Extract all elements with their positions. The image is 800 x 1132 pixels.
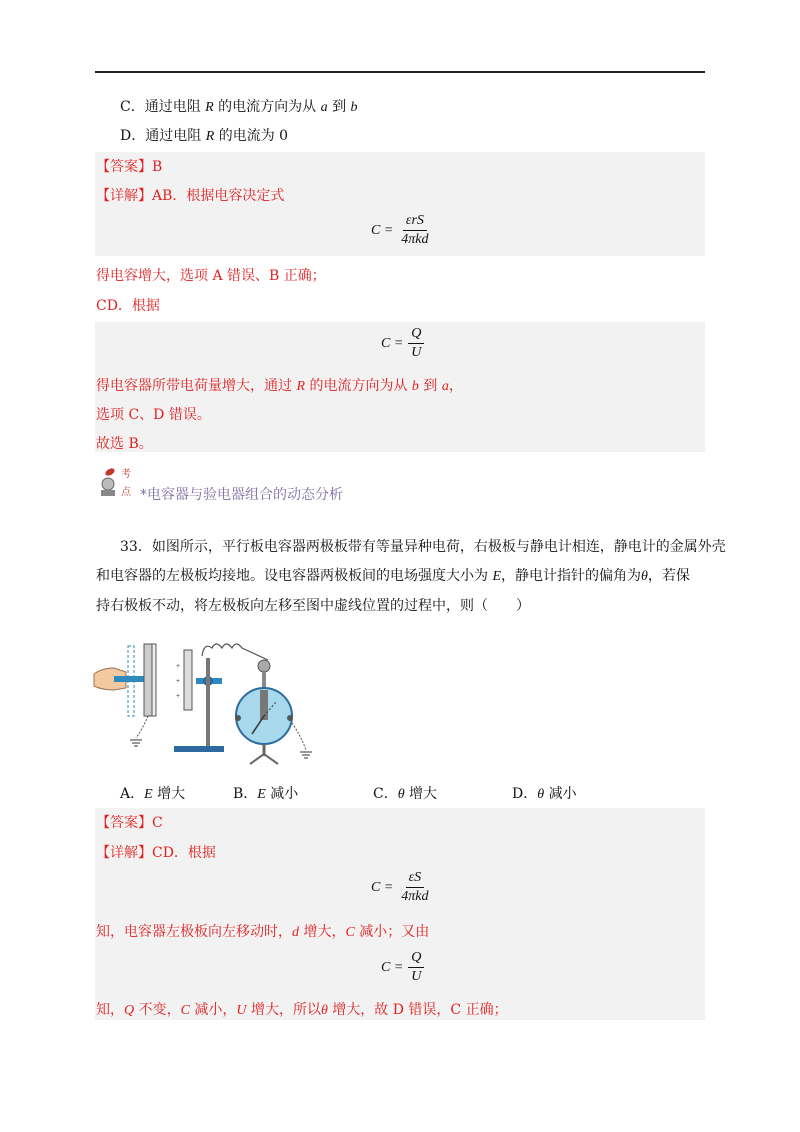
option-d-prev: D．通过电阻 R 的电流为 0 xyxy=(120,128,289,144)
q33-line1: 33．如图所示，平行板电容器两极板带有等量异种电荷，右极板与静电计相连，静电计的金属外壳 xyxy=(120,539,726,555)
left-plate xyxy=(144,644,152,716)
capacitor-electrometer-figure xyxy=(92,638,342,766)
answer2-shade xyxy=(95,808,705,1020)
answer1-detail-label: 【详解】AB．根据电容决定式 xyxy=(96,188,285,204)
answer1-line1: 得电容增大，选项 A 错误、B 正确； xyxy=(96,268,326,284)
answer1-line5: 故选 B。 xyxy=(96,436,153,452)
kaodian-icon xyxy=(95,464,145,504)
q33-option-b[interactable]: B．E 减小 xyxy=(233,786,299,802)
answer2-label: 【答案】C xyxy=(96,815,163,831)
answer1-formula2: C = $\frac{Q}{U}$ xyxy=(381,326,424,361)
answer2-line2: 知，Q 不变，C 减小，U 增大，所以θ 增大，故 D 错误，C 正确； xyxy=(96,1002,508,1018)
answer2-line1: 知，电容器左极板向左移动时，d 增大，C 减小；又由 xyxy=(96,924,430,940)
stand-base xyxy=(174,746,224,752)
q33-option-d[interactable]: D．θ 减小 xyxy=(512,786,577,802)
q33-line2: 和电容器的左极板均接地。设电容器两极板间的电场强度大小为 E，静电计指针的偏角为θ，若保 xyxy=(96,568,690,584)
kaodian-icon-top: 考 xyxy=(121,469,131,480)
q33-line3: 持右极板不动，将左极板向左移至图中虚线位置的过程中，则（ ） xyxy=(96,598,530,614)
kaodian-icon-bottom: 点 xyxy=(121,487,131,498)
kaodian-text: *电容器与验电器组合的动态分析 xyxy=(140,487,343,503)
answer1-formula1: C = $\frac{\text{εrS}}{\text{4πkd}}$ xyxy=(371,213,429,247)
q33-option-c[interactable]: C．θ 增大 xyxy=(373,786,438,802)
answer2-formula2: C = $\frac{Q}{U}$ xyxy=(381,950,424,985)
answer2-detail-label: 【详解】CD．根据 xyxy=(96,845,216,861)
svg-text:+: + xyxy=(176,692,180,700)
right-plate xyxy=(184,650,192,710)
q33-option-a[interactable]: A．E 增大 xyxy=(120,786,186,802)
answer1-line4: 选项 C、D 错误。 xyxy=(96,407,211,423)
svg-text:+: + xyxy=(176,677,180,685)
svg-text:+: + xyxy=(176,662,180,670)
answer2-formula1: C = $\frac{\varepsilon S}{\text{4πkd}}$ xyxy=(371,870,429,904)
header-rule xyxy=(95,71,705,73)
option-c-prev: C．通过电阻 R 的电流方向为从 a 到 b xyxy=(120,99,358,115)
answer1-line3: 得电容器所带电荷量增大，通过 R 的电流方向为从 b 到 a， xyxy=(96,378,463,394)
answer1-label: 【答案】B xyxy=(96,159,163,175)
answer1-line2: CD．根据 xyxy=(96,298,160,314)
